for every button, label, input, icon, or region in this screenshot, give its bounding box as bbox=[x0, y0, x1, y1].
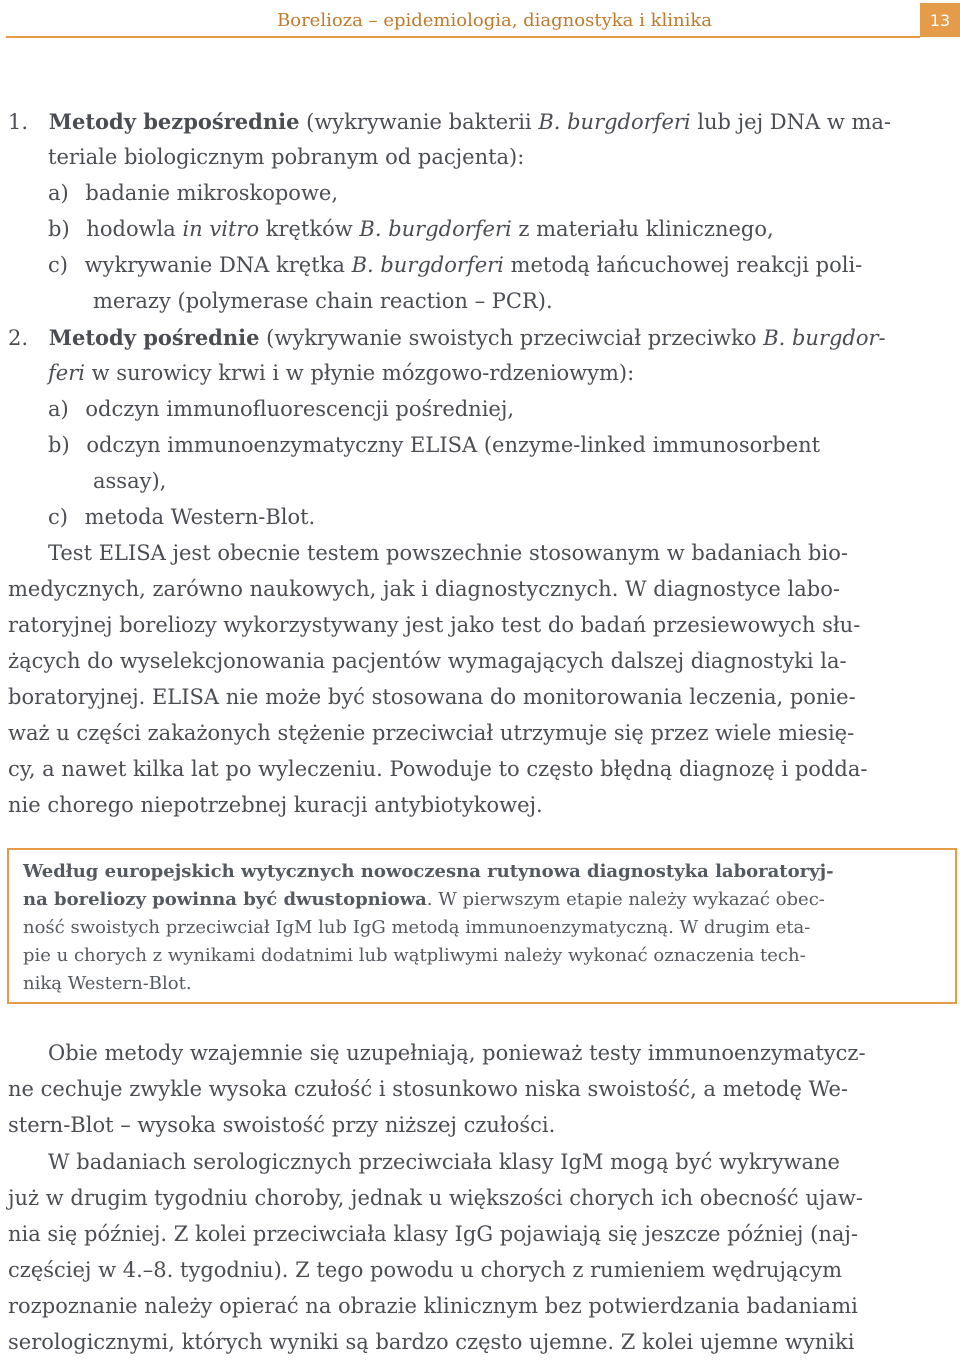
text-line: nie chorego niepotrzebnej kuracji antybiotykowej. bbox=[8, 793, 543, 817]
text-line: teriale biologicznym pobranym od pacjenta): bbox=[48, 145, 525, 169]
page-number: 13 bbox=[920, 3, 960, 37]
subitem-text: metoda Western-Blot. bbox=[84, 505, 316, 529]
list-title: Metody pośrednie bbox=[48, 325, 260, 350]
list-subitem bbox=[48, 176, 338, 212]
text-line: waż u części zakażonych stężenie przeciwciał utrzymuje się przez wiele miesię- bbox=[8, 721, 855, 745]
list-subitem bbox=[48, 428, 820, 464]
text-line: ne cechuje zwykle wysoka czułość i stosunkowo niska swoistość, a metodę We- bbox=[8, 1077, 848, 1101]
text-line: assay), bbox=[93, 469, 167, 493]
subitem-text: odczyn immunofluorescencji pośredniej, bbox=[85, 397, 515, 421]
list-subitem bbox=[48, 212, 774, 248]
text-span: w surowicy krwi i w płynie mózgowo-rdzeniowym): bbox=[84, 361, 635, 385]
text-line: merazy (polymerase chain reaction – PCR). bbox=[93, 289, 553, 313]
species-name: feri bbox=[48, 361, 85, 385]
header-rule bbox=[6, 36, 920, 38]
species-name: B. burgdor- bbox=[763, 326, 886, 350]
text-line: rozpoznanie należy opierać na obrazie klinicznym bez potwierdzania badaniami bbox=[8, 1294, 858, 1318]
species-name: B. burgdorferi bbox=[538, 110, 691, 134]
text-line: serologicznymi, których wyniki są bardzo często ujemne. Z kolei ujemne wyniki bbox=[8, 1330, 855, 1354]
text-span: (wykrywanie bakterii bbox=[299, 110, 539, 134]
running-header-title: Borelioza – epidemiologia, diagnostyka i klinika bbox=[277, 10, 712, 31]
text-line: stern-Blot – wysoka swoistość przy niższej czułości. bbox=[8, 1113, 556, 1137]
text-span: Według europejskich wytycznych nowoczesna rutynowa diagnostyka laboratoryj- bbox=[23, 861, 834, 882]
text-line: żących do wyselekcjonowania pacjentów wymagających dalszej diagnostyki la- bbox=[8, 649, 847, 673]
text-line bbox=[23, 886, 943, 914]
text-span: lub jej DNA w ma- bbox=[690, 110, 892, 134]
text-line: ność swoistych przeciwciał IgM lub IgG metodą immunoenzymatyczną. W drugim eta- bbox=[23, 917, 811, 938]
text-span: metodą łańcuchowej reakcji poli- bbox=[503, 253, 863, 277]
subitem-label: c) bbox=[48, 505, 68, 529]
text-line: pie u chorych z wynikami dodatnimi lub wątpliwymi należy wykonać oznaczenia tech- bbox=[23, 945, 806, 966]
text-line bbox=[23, 858, 943, 886]
list-item bbox=[8, 104, 891, 141]
species-name: B. burgdorferi bbox=[359, 217, 512, 241]
guideline-callout-box bbox=[7, 848, 957, 1004]
text-span: krętków bbox=[259, 217, 360, 241]
subitem-text: odczyn immunoenzymatyczny ELISA (enzyme-linked immunosorbent bbox=[86, 433, 821, 457]
running-header bbox=[0, 0, 960, 40]
list-title: Metody bezpośrednie bbox=[48, 109, 300, 134]
subitem-label: b) bbox=[48, 433, 70, 457]
subitem-text: badanie mikroskopowe, bbox=[85, 181, 339, 205]
text-span: z materiału klinicznego, bbox=[511, 217, 774, 241]
text-span: hodowla bbox=[86, 217, 183, 241]
text-line: boratoryjnej. ELISA nie może być stosowana do monitorowania leczenia, ponie- bbox=[8, 685, 856, 709]
text-line: nia się później. Z kolei przeciwciała klasy IgG pojawiają się jeszcze później (naj- bbox=[8, 1222, 858, 1246]
text-line: częściej w 4.–8. tygodniu). Z tego powodu u chorych z rumieniem wędrującym bbox=[8, 1258, 842, 1282]
callout-text bbox=[23, 858, 943, 998]
list-subitem bbox=[48, 500, 315, 536]
species-name: B. burgdorferi bbox=[351, 253, 504, 277]
list-subitem bbox=[48, 248, 862, 284]
subitem-label: b) bbox=[48, 217, 70, 241]
text-line: W badaniach serologicznych przeciwciała klasy IgM mogą być wykrywane bbox=[48, 1150, 840, 1174]
subitem-label: a) bbox=[48, 181, 69, 205]
text-span: na boreliozy powinna być dwustopniowa bbox=[23, 889, 427, 910]
text-span: (wykrywanie swoistych przeciwciał przeciwko bbox=[259, 326, 764, 350]
text-span: . W pierwszym etapie należy wykazać obec- bbox=[426, 889, 825, 910]
text-line: niką Western-Blot. bbox=[23, 973, 192, 994]
text-span: in vitro bbox=[182, 217, 260, 241]
subitem-label: c) bbox=[48, 253, 68, 277]
text-line: medycznych, zarówno naukowych, jak i diagnostycznych. W diagnostyce labo- bbox=[8, 577, 840, 601]
text-line bbox=[48, 356, 634, 392]
subitem-label: a) bbox=[48, 397, 69, 421]
list-item bbox=[8, 320, 886, 357]
list-number: 2. bbox=[8, 326, 29, 350]
text-span: wykrywanie DNA krętka bbox=[84, 253, 352, 277]
list-subitem bbox=[48, 392, 514, 428]
text-line: cy, a nawet kilka lat po wyleczeniu. Powoduje to często błędną diagnozę i podda- bbox=[8, 757, 868, 781]
text-line: już w drugim tygodniu choroby, jednak u większości chorych ich obecność ujaw- bbox=[8, 1186, 863, 1210]
list-number: 1. bbox=[8, 110, 29, 134]
text-line: Obie metody wzajemnie się uzupełniają, ponieważ testy immunoenzymatycz- bbox=[48, 1041, 866, 1065]
text-line: ratoryjnej boreliozy wykorzystywany jest jako test do badań przesiewowych słu- bbox=[8, 613, 861, 637]
text-line: Test ELISA jest obecnie testem powszechnie stosowanym w badaniach bio- bbox=[48, 541, 848, 565]
